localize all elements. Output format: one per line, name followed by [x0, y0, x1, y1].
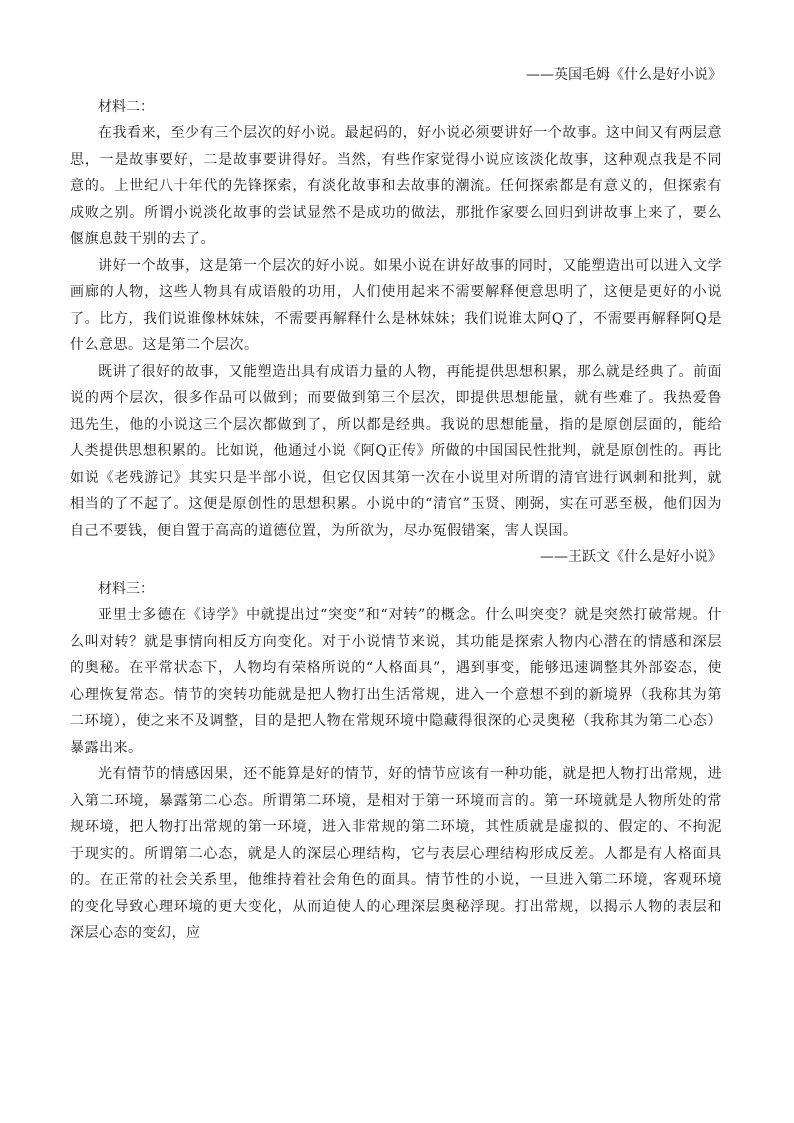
section-heading-material-2: 材料二：: [98, 99, 154, 115]
attribution-maugham: ——英国毛姆《什么是好小说》: [526, 67, 722, 83]
paragraph: 既讲了很好的故事，又能塑造出具有成语力量的人物，再能提供思想积累，那么就是经典了。前面说的两个层次，很多作品可以做到；而要做到第三个层次，即提供思想能量，就有些难了。我热爱鲁迅先生，他的小说这三个层次都做到了，所以都是经典。我说的思想能量，指的是原创层面的，能给人类提供思想积累的。比如说，他通过小说《阿Q正传》所做的中国国民性批判，就是原创性的。再比如说《老残游记》其实只是半部小说，但它仅因其第一次在小说里对所谓的清官进行讽刺和批判，就相当的了不起了。这便是原创性的思想积累。小说中的“清官”玉贤、刚弼，实在可恶至极，他们因为自己不要钱，便自置于高高的道德位置，为所欲为，尽办冤假错案，害人误国。: [70, 363, 722, 539]
paragraph: 在我看来，至少有三个层次的好小说。最起码的，好小说必须要讲好一个故事。这中间又有两层意思，一是故事要好，二是故事要讲得好。当然，有些作家觉得小说应该淡化故事，这种观点我是不同意的。上世纪八十年代的先锋探索，有淡化故事和去故事的潮流。任何探索都是有意义的，但探索有成败之别。所谓小说淡化故事的尝试显然不是成功的做法，那批作家要么回归到讲故事上来了，要么偃旗息鼓干别的去了。: [70, 125, 722, 247]
document-page: [70, 62, 722, 947]
paragraph: 讲好一个故事，这是第一个层次的好小说。如果小说在讲好故事的同时，又能塑造出可以进入文学画廊的人物，这些人物具有成语般的功用，人们使用起来不需要解释便意思明了，这便是更好的小说了。比方，我们说谁像林妹妹，不需要再解释什么是林妹妹；我们说谁太阿Q了，不需要再解释阿Q是什么意思。这是第二个层次。: [70, 257, 722, 353]
attribution-wang-yuewen: ——王跃文《什么是好小说》: [540, 549, 722, 565]
section-heading-material-3: 材料三：: [98, 581, 154, 597]
paragraph: 亚里士多德在《诗学》中就提出过“突变”和“对转”的概念。什么叫突变？就是突然打破常规。什么叫对转？就是事情向相反方向变化。对于小说情节来说，其功能是探索人物内心潜在的情感和深层的奥秘。在平常状态下，人物均有荣格所说的“人格面具”，遇到事变，能够迅速调整其外部姿态，使心理恢复常态。情节的突转功能就是把人物打出生活常规，进入一个意想不到的新境界（我称其为第二环境），使之来不及调整，目的是把人物在常规环境中隐藏得很深的心灵奥秘（我称其为第二心态）暴露出来。: [70, 607, 722, 756]
paragraph: 光有情节的情感因果，还不能算是好的情节，好的情节应该有一种功能，就是把人物打出常规，进入第二环境，暴露第二心态。所谓第二环境，是相对于第一环境而言的。第一环境就是人物所处的常规环境，把人物打出常规的第一环境，进入非常规的第二环境，其性质就是虚拟的、假定的、不拘泥于现实的。所谓第二心态，就是人的深层心理结构，它与表层心理结构形成反差。人都是有人格面具的。在正常的社会关系里，他维持着社会角色的面具。情节性的小说，一旦进入第二环境，客观环境的变化导致心理环境的更大变化，从而迫使人的心理深层奥秘浮现。打出常规，以揭示人物的表层和深层心态的变幻，应: [70, 766, 722, 941]
